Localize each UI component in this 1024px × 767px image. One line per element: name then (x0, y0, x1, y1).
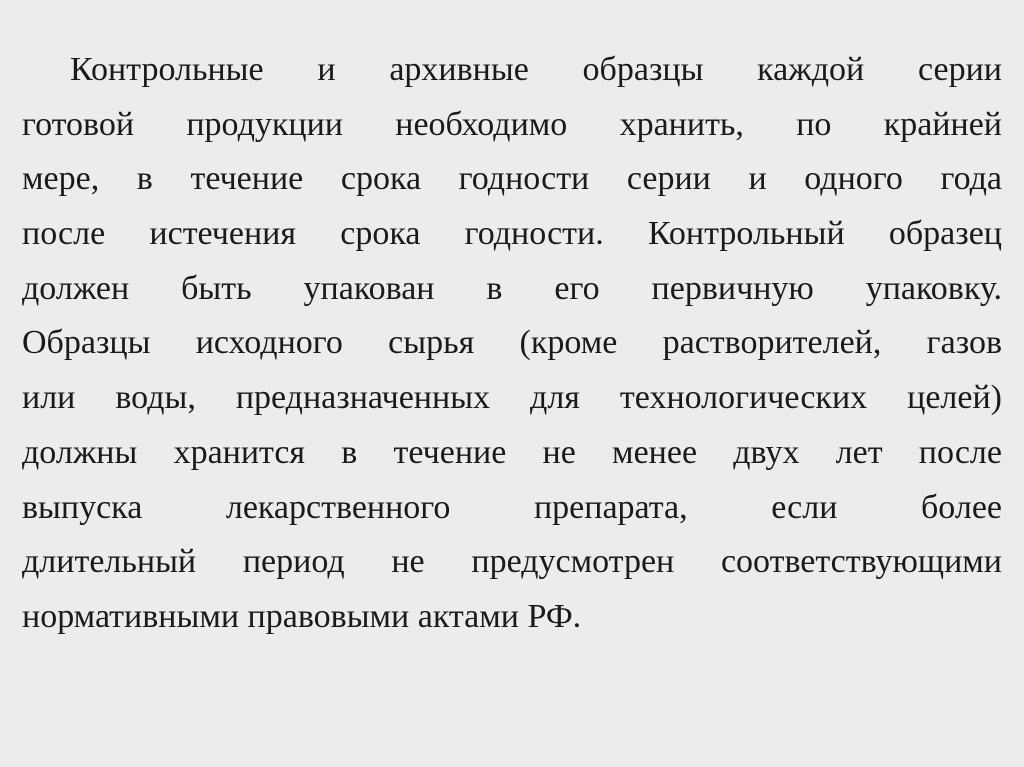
text-line: после истечения срока годности. Контрольный образец (22, 215, 1002, 253)
text-line: мере, в течение срока годности серии и одного года (22, 160, 1002, 198)
text-line: длительный период не предусмотрен соответствующими (22, 543, 1002, 581)
text-line: Образцы исходного сырья (кроме растворителей, газов (22, 324, 1002, 362)
text-line: нормативными правовыми актами РФ. (22, 597, 582, 635)
text-line: Контрольные и архивные образцы каждой серии (70, 51, 1002, 88)
text-line: должны хранится в течение не менее двух лет после (22, 433, 1002, 471)
text-line: должен быть упакован в его первичную упаковку. (22, 269, 1002, 307)
text-line: или воды, предназначенных для технологических целей) (22, 379, 1002, 417)
text-line: готовой продукции необходимо хранить, по крайней (22, 105, 1002, 143)
text-line: выпуска лекарственного препарата, если более (22, 488, 1002, 526)
body-paragraph (22, 43, 1002, 645)
